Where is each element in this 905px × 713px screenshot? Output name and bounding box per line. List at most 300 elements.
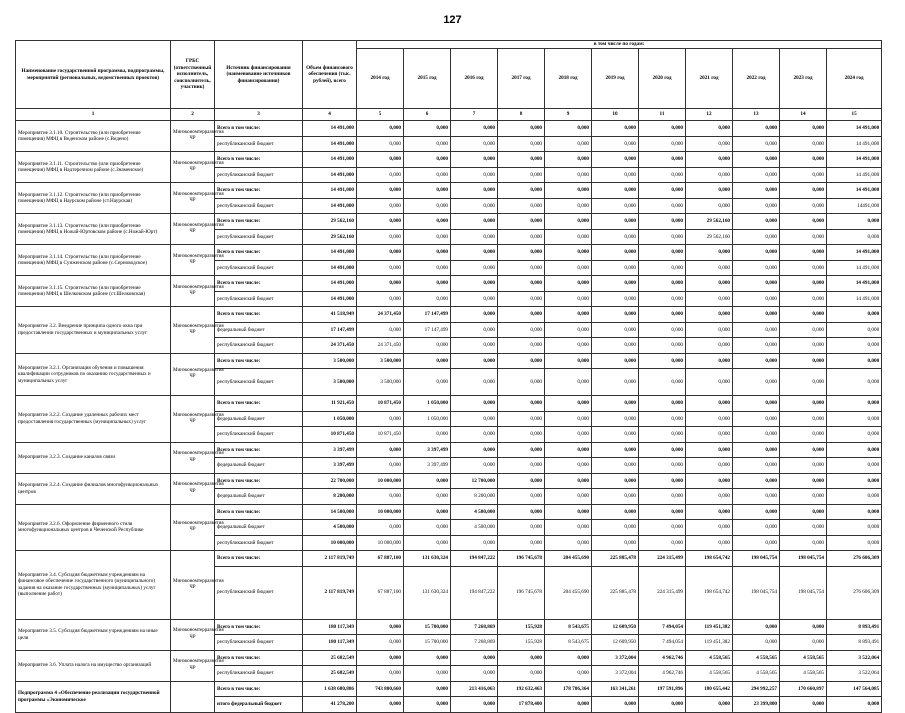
year-amount: 14 491,000 bbox=[827, 291, 882, 307]
year-amount: 0,000 bbox=[733, 214, 780, 230]
year-amount: 0,000 bbox=[639, 121, 686, 137]
header-year: 2022 год bbox=[733, 49, 780, 109]
year-amount: 0,000 bbox=[686, 473, 733, 489]
total-amount: 25 682,549 bbox=[303, 650, 357, 666]
year-amount: 0,000 bbox=[733, 489, 780, 505]
funding-source: республиканский бюджет bbox=[215, 369, 303, 396]
year-amount: 0,000 bbox=[733, 353, 780, 369]
year-amount: 0,000 bbox=[357, 136, 404, 152]
year-amount: 0,000 bbox=[545, 152, 592, 168]
column-number: 15 bbox=[827, 109, 882, 121]
year-amount: 0,000 bbox=[592, 473, 639, 489]
header-total: Объем финансового обеспечения (тыс. рублей), всего bbox=[303, 41, 357, 109]
year-amount: 0,000 bbox=[639, 183, 686, 199]
funding-source: Всего в том числе: bbox=[215, 214, 303, 230]
year-amount: 0,000 bbox=[780, 291, 827, 307]
year-amount: 0,000 bbox=[404, 489, 451, 505]
total-amount: 41 278,200 bbox=[303, 697, 357, 713]
year-amount: 0,000 bbox=[404, 535, 451, 551]
year-amount: 0,000 bbox=[686, 152, 733, 168]
year-amount: 0,000 bbox=[639, 307, 686, 323]
year-amount: 0,000 bbox=[639, 167, 686, 183]
year-amount: 0,000 bbox=[404, 152, 451, 168]
year-amount: 0,000 bbox=[780, 260, 827, 276]
measure-name: Мероприятие 3.2.1. Организация обучения и повышения квалификации сотрудников по оказанию государственных и муниципальных услуг bbox=[16, 353, 171, 396]
table-row bbox=[16, 473, 882, 489]
year-amount: 0,000 bbox=[639, 276, 686, 292]
year-amount: 0,000 bbox=[451, 535, 498, 551]
year-amount: 0,000 bbox=[451, 338, 498, 354]
year-amount: 198 045,754 bbox=[733, 551, 780, 567]
year-amount: 0,000 bbox=[592, 369, 639, 396]
year-amount: 0,000 bbox=[780, 214, 827, 230]
year-amount: 0,000 bbox=[733, 229, 780, 245]
total-amount: 3 500,000 bbox=[303, 353, 357, 369]
total-amount: 14 491,000 bbox=[303, 260, 357, 276]
year-amount: 0,000 bbox=[827, 458, 882, 474]
year-amount: 0,000 bbox=[733, 520, 780, 536]
header-grbs: ГРБС (ответственный исполнитель, соисполнитель, участник) bbox=[171, 41, 215, 109]
year-amount: 24 371,450 bbox=[357, 338, 404, 354]
year-amount: 14 491,000 bbox=[827, 276, 882, 292]
year-amount: 0,000 bbox=[686, 697, 733, 713]
year-amount: 0,000 bbox=[592, 307, 639, 323]
year-amount: 15 700,000 bbox=[404, 619, 451, 635]
year-amount: 0,000 bbox=[498, 458, 545, 474]
funding-source: республиканский бюджет bbox=[215, 198, 303, 214]
year-amount: 0,000 bbox=[780, 136, 827, 152]
year-amount: 0,000 bbox=[357, 121, 404, 137]
year-amount: 0,000 bbox=[451, 666, 498, 682]
table-row bbox=[16, 276, 882, 292]
year-amount: 0,000 bbox=[780, 427, 827, 443]
year-amount: 0,000 bbox=[733, 427, 780, 443]
total-amount: 29 562,160 bbox=[303, 214, 357, 230]
year-amount: 4 962,746 bbox=[639, 666, 686, 682]
grbs-executor: Минэкономтерразвития ЧР bbox=[171, 442, 215, 473]
year-amount: 0,000 bbox=[498, 152, 545, 168]
total-amount: 2 117 819,749 bbox=[303, 566, 357, 619]
grbs-executor: Минэкономтерразвития ЧР bbox=[171, 650, 215, 681]
column-number: 4 bbox=[303, 109, 357, 121]
year-amount: 12 609,950 bbox=[592, 619, 639, 635]
column-number: 10 bbox=[592, 109, 639, 121]
year-amount: 0,000 bbox=[686, 535, 733, 551]
table-row bbox=[16, 551, 882, 567]
funding-source: республиканский бюджет bbox=[215, 260, 303, 276]
table-row bbox=[16, 245, 882, 261]
year-amount: 0,000 bbox=[498, 535, 545, 551]
year-amount: 0,000 bbox=[404, 136, 451, 152]
year-amount: 0,000 bbox=[498, 245, 545, 261]
year-amount: 0,000 bbox=[686, 489, 733, 505]
total-amount: 24 371,450 bbox=[303, 338, 357, 354]
year-amount: 0,000 bbox=[780, 458, 827, 474]
year-amount: 0,000 bbox=[733, 442, 780, 458]
year-amount: 0,000 bbox=[686, 442, 733, 458]
year-amount: 0,000 bbox=[639, 291, 686, 307]
year-amount: 0,000 bbox=[451, 260, 498, 276]
measure-name: Мероприятие 3.1.14. Строительство (или приобретение помещения) МФЦ в Сунженском районе (с.Серноводское) bbox=[16, 245, 171, 276]
header-name: Наименование государственной программы, подпрограммы, мероприятий (региональных, ведомственных проектов) bbox=[16, 41, 171, 109]
year-amount: 3 397,499 bbox=[404, 442, 451, 458]
year-amount: 3 500,000 bbox=[357, 369, 404, 396]
year-amount: 0,000 bbox=[592, 214, 639, 230]
year-amount: 0,000 bbox=[451, 276, 498, 292]
year-amount: 0,000 bbox=[780, 245, 827, 261]
funding-source: республиканский бюджет bbox=[215, 167, 303, 183]
year-amount: 0,000 bbox=[451, 697, 498, 713]
year-amount: 0,000 bbox=[404, 650, 451, 666]
measure-name: Мероприятие 3.1.10. Строительство (или приобретение помещения) МФЦ в Веденском районе (с.Ведено) bbox=[16, 121, 171, 152]
total-amount: 2 117 819,749 bbox=[303, 551, 357, 567]
year-amount: 0,000 bbox=[404, 353, 451, 369]
grbs-executor: Минэкономтерразвития ЧР bbox=[171, 353, 215, 396]
year-amount: 0,000 bbox=[733, 473, 780, 489]
measure-name: Мероприятие 3.1.12. Строительство (или приобретение помещения) МФЦ в Наурском районе (ст.Наурская) bbox=[16, 183, 171, 214]
year-amount: 3 397,499 bbox=[404, 458, 451, 474]
year-amount: 0,000 bbox=[780, 353, 827, 369]
year-amount: 0,000 bbox=[827, 338, 882, 354]
year-amount: 7 268,869 bbox=[451, 635, 498, 651]
grbs-executor: Минэкономтерразвития ЧР bbox=[171, 504, 215, 551]
year-amount: 0,000 bbox=[639, 520, 686, 536]
year-amount: 0,000 bbox=[498, 427, 545, 443]
year-amount: 0,000 bbox=[592, 489, 639, 505]
year-amount: 12 700,000 bbox=[451, 473, 498, 489]
year-amount: 0,000 bbox=[404, 229, 451, 245]
year-amount: 0,000 bbox=[686, 520, 733, 536]
table-row bbox=[16, 681, 882, 697]
table-row bbox=[16, 121, 882, 137]
year-amount: 0,000 bbox=[451, 442, 498, 458]
year-amount: 0,000 bbox=[451, 353, 498, 369]
year-amount: 0,000 bbox=[827, 520, 882, 536]
total-amount: 10 000,000 bbox=[303, 535, 357, 551]
total-amount: 29 562,160 bbox=[303, 229, 357, 245]
year-amount: 0,000 bbox=[498, 489, 545, 505]
column-number: 12 bbox=[686, 109, 733, 121]
year-amount: 163 341,261 bbox=[592, 681, 639, 697]
year-amount: 0,000 bbox=[357, 666, 404, 682]
year-amount: 0,000 bbox=[827, 489, 882, 505]
year-amount: 15 700,000 bbox=[404, 635, 451, 651]
year-amount: 0,000 bbox=[827, 353, 882, 369]
year-amount: 0,000 bbox=[686, 427, 733, 443]
year-amount: 0,000 bbox=[498, 369, 545, 396]
year-amount: 0,000 bbox=[357, 167, 404, 183]
year-amount: 0,000 bbox=[545, 427, 592, 443]
year-amount: 0,000 bbox=[686, 260, 733, 276]
year-amount: 224 315,499 bbox=[639, 566, 686, 619]
year-amount: 0,000 bbox=[357, 214, 404, 230]
year-amount: 0,000 bbox=[498, 442, 545, 458]
year-amount: 0,000 bbox=[404, 681, 451, 697]
year-amount: 0,000 bbox=[686, 353, 733, 369]
year-amount: 0,000 bbox=[404, 338, 451, 354]
year-amount: 17 147,499 bbox=[404, 307, 451, 323]
year-amount: 0,000 bbox=[498, 260, 545, 276]
year-amount: 23 399,800 bbox=[733, 697, 780, 713]
funding-source: федеральный бюджет bbox=[215, 520, 303, 536]
year-amount: 0,000 bbox=[592, 458, 639, 474]
year-amount: 4 558,565 bbox=[733, 650, 780, 666]
column-number: 2 bbox=[171, 109, 215, 121]
year-amount: 0,000 bbox=[498, 322, 545, 338]
year-amount: 0,000 bbox=[451, 198, 498, 214]
year-amount: 0,000 bbox=[827, 322, 882, 338]
year-amount: 0,000 bbox=[733, 322, 780, 338]
year-amount: 0,000 bbox=[357, 520, 404, 536]
year-amount: 0,000 bbox=[545, 198, 592, 214]
year-amount: 0,000 bbox=[639, 535, 686, 551]
column-number: 5 bbox=[357, 109, 404, 121]
year-amount: 0,000 bbox=[451, 427, 498, 443]
grbs-executor: Минэкономтерразвития ЧР bbox=[171, 551, 215, 620]
year-amount: 0,000 bbox=[733, 535, 780, 551]
year-amount: 0,000 bbox=[451, 322, 498, 338]
year-amount: 10 871,450 bbox=[357, 396, 404, 412]
year-amount: 0,000 bbox=[780, 411, 827, 427]
year-amount: 0,000 bbox=[545, 214, 592, 230]
year-amount: 8 543,675 bbox=[545, 619, 592, 635]
year-amount: 7 268,869 bbox=[451, 619, 498, 635]
year-amount: 0,000 bbox=[592, 427, 639, 443]
year-amount: 0,000 bbox=[733, 338, 780, 354]
budget-table bbox=[15, 40, 882, 713]
measure-name: Мероприятие 3.2.6. Оформление фирменного стиля многофункциональных центров в Чеченской Республике bbox=[16, 504, 171, 551]
year-amount: 0,000 bbox=[780, 369, 827, 396]
year-amount: 0,000 bbox=[592, 229, 639, 245]
year-amount: 10 000,000 bbox=[357, 473, 404, 489]
year-amount: 0,000 bbox=[686, 198, 733, 214]
year-amount: 0,000 bbox=[780, 396, 827, 412]
year-amount: 0,000 bbox=[592, 697, 639, 713]
year-amount: 67 887,100 bbox=[357, 551, 404, 567]
year-amount: 0,000 bbox=[498, 121, 545, 137]
year-amount: 0,000 bbox=[686, 276, 733, 292]
year-amount: 0,000 bbox=[545, 121, 592, 137]
total-amount: 180 117,349 bbox=[303, 619, 357, 635]
year-amount: 0,000 bbox=[451, 411, 498, 427]
total-amount: 14 500,000 bbox=[303, 504, 357, 520]
year-amount: 0,000 bbox=[451, 291, 498, 307]
column-number: 9 bbox=[545, 109, 592, 121]
year-amount: 0,000 bbox=[686, 136, 733, 152]
year-amount: 0,000 bbox=[639, 411, 686, 427]
total-amount: 4 500,000 bbox=[303, 520, 357, 536]
year-amount: 178 786,364 bbox=[545, 681, 592, 697]
year-amount: 0,000 bbox=[639, 369, 686, 396]
year-amount: 0,000 bbox=[545, 307, 592, 323]
grbs-executor: Минэкономтерразвития ЧР bbox=[171, 152, 215, 183]
header-year: 2017 год bbox=[498, 49, 545, 109]
funding-source: Всего в том числе: bbox=[215, 442, 303, 458]
year-amount: 0,000 bbox=[592, 245, 639, 261]
total-amount: 41 518,949 bbox=[303, 307, 357, 323]
column-number: 6 bbox=[404, 109, 451, 121]
year-amount: 0,000 bbox=[404, 291, 451, 307]
year-amount: 0,000 bbox=[545, 338, 592, 354]
year-amount: 204 455,690 bbox=[545, 551, 592, 567]
year-amount: 0,000 bbox=[545, 229, 592, 245]
total-amount: 14 491,000 bbox=[303, 276, 357, 292]
year-amount: 213 416,063 bbox=[451, 681, 498, 697]
year-amount: 0,000 bbox=[498, 276, 545, 292]
year-amount: 196 745,678 bbox=[498, 566, 545, 619]
year-amount: 0,000 bbox=[733, 276, 780, 292]
funding-source: Всего в том числе: bbox=[215, 121, 303, 137]
table-row bbox=[16, 619, 882, 635]
total-amount: 14 491,000 bbox=[303, 198, 357, 214]
year-amount: 194 847,222 bbox=[451, 566, 498, 619]
year-amount: 0,000 bbox=[592, 121, 639, 137]
measure-name: Мероприятие 3.2.3. Создание каналов связи bbox=[16, 442, 171, 473]
funding-source: республиканский бюджет bbox=[215, 229, 303, 245]
total-amount: 14 491,000 bbox=[303, 121, 357, 137]
year-amount: 276 606,309 bbox=[827, 551, 882, 567]
year-amount: 0,000 bbox=[592, 276, 639, 292]
total-amount: 3 397,499 bbox=[303, 442, 357, 458]
year-amount: 0,000 bbox=[498, 396, 545, 412]
year-amount: 0,000 bbox=[686, 369, 733, 396]
year-amount: 0,000 bbox=[404, 121, 451, 137]
year-amount: 0,000 bbox=[639, 260, 686, 276]
year-amount: 0,000 bbox=[592, 411, 639, 427]
funding-source: Всего в том числе: bbox=[215, 276, 303, 292]
year-amount: 0,000 bbox=[639, 338, 686, 354]
year-amount: 0,000 bbox=[357, 697, 404, 713]
year-amount: 0,000 bbox=[357, 619, 404, 635]
column-number: 3 bbox=[215, 109, 303, 121]
year-amount: 0,000 bbox=[827, 442, 882, 458]
year-amount: 0,000 bbox=[733, 458, 780, 474]
year-amount: 0,000 bbox=[827, 697, 882, 713]
column-number: 1 bbox=[16, 109, 171, 121]
year-amount: 0,000 bbox=[686, 322, 733, 338]
year-amount: 0,000 bbox=[686, 411, 733, 427]
year-amount: 0,000 bbox=[733, 198, 780, 214]
year-amount: 0,000 bbox=[498, 229, 545, 245]
year-amount: 0,000 bbox=[827, 229, 882, 245]
table-row bbox=[16, 353, 882, 369]
year-amount: 8 893,491 bbox=[827, 619, 882, 635]
year-amount: 198 045,754 bbox=[780, 566, 827, 619]
funding-source: Всего в том числе: bbox=[215, 183, 303, 199]
header-year: 2023 год bbox=[780, 49, 827, 109]
year-amount: 0,000 bbox=[404, 520, 451, 536]
year-amount: 0,000 bbox=[545, 167, 592, 183]
year-amount: 4 558,565 bbox=[686, 650, 733, 666]
year-amount: 0,000 bbox=[404, 473, 451, 489]
year-amount: 0,000 bbox=[592, 520, 639, 536]
year-amount: 0,000 bbox=[545, 473, 592, 489]
year-amount: 0,000 bbox=[357, 650, 404, 666]
year-amount: 0,000 bbox=[357, 322, 404, 338]
funding-source: республиканский бюджет bbox=[215, 427, 303, 443]
total-amount: 10 871,450 bbox=[303, 427, 357, 443]
year-amount: 0,000 bbox=[780, 276, 827, 292]
table-row bbox=[16, 183, 882, 199]
year-amount: 0,000 bbox=[733, 369, 780, 396]
funding-source: федеральный бюджет bbox=[215, 322, 303, 338]
year-amount: 17 878,400 bbox=[498, 697, 545, 713]
year-amount: 0,000 bbox=[592, 152, 639, 168]
year-amount: 0,000 bbox=[639, 458, 686, 474]
year-amount: 0,000 bbox=[357, 411, 404, 427]
table-row bbox=[16, 307, 882, 323]
table-row bbox=[16, 504, 882, 520]
year-amount: 0,000 bbox=[545, 396, 592, 412]
total-amount: 14 491,000 bbox=[303, 136, 357, 152]
year-amount: 0,000 bbox=[404, 214, 451, 230]
column-number: 7 bbox=[451, 109, 498, 121]
year-amount: 1 050,000 bbox=[404, 411, 451, 427]
year-amount: 0,000 bbox=[404, 504, 451, 520]
year-amount: 0,000 bbox=[498, 167, 545, 183]
table-row bbox=[16, 442, 882, 458]
year-amount: 29 562,160 bbox=[686, 214, 733, 230]
year-amount: 155,928 bbox=[498, 635, 545, 651]
year-amount: 8 893,491 bbox=[827, 635, 882, 651]
year-amount: 0,000 bbox=[498, 214, 545, 230]
year-amount: 67 887,100 bbox=[357, 566, 404, 619]
year-amount: 0,000 bbox=[592, 322, 639, 338]
year-amount: 0,000 bbox=[780, 322, 827, 338]
year-amount: 0,000 bbox=[498, 504, 545, 520]
year-amount: 0,000 bbox=[733, 260, 780, 276]
year-amount: 0,000 bbox=[545, 369, 592, 396]
year-amount: 743 800,660 bbox=[357, 681, 404, 697]
year-amount: 0,000 bbox=[404, 245, 451, 261]
year-amount: 0,000 bbox=[498, 520, 545, 536]
column-number: 11 bbox=[639, 109, 686, 121]
year-amount: 24 371,450 bbox=[357, 307, 404, 323]
year-amount: 0,000 bbox=[357, 635, 404, 651]
year-amount: 194 847,222 bbox=[451, 551, 498, 567]
year-amount: 0,000 bbox=[780, 520, 827, 536]
year-amount: 0,000 bbox=[451, 183, 498, 199]
funding-source: республиканский бюджет bbox=[215, 566, 303, 619]
funding-source: республиканский бюджет bbox=[215, 535, 303, 551]
budget-table-sheet bbox=[15, 40, 881, 707]
funding-source: федеральный бюджет bbox=[215, 458, 303, 474]
year-amount: 0,000 bbox=[827, 307, 882, 323]
year-amount: 0,000 bbox=[498, 411, 545, 427]
header-year: 2015 год bbox=[404, 49, 451, 109]
total-amount: 22 700,000 bbox=[303, 473, 357, 489]
funding-source: Всего в том числе: bbox=[215, 152, 303, 168]
year-amount: 0,000 bbox=[733, 291, 780, 307]
year-amount: 0,000 bbox=[545, 650, 592, 666]
year-amount: 0,000 bbox=[545, 260, 592, 276]
year-amount: 0,000 bbox=[451, 229, 498, 245]
funding-source: федеральный бюджет bbox=[215, 489, 303, 505]
year-amount: 0,000 bbox=[592, 338, 639, 354]
year-amount: 0,000 bbox=[451, 307, 498, 323]
year-amount: 0,000 bbox=[639, 214, 686, 230]
year-amount: 14 491,000 bbox=[827, 152, 882, 168]
year-amount: 0,000 bbox=[451, 136, 498, 152]
year-amount: 0,000 bbox=[404, 183, 451, 199]
year-amount: 170 660,897 bbox=[780, 681, 827, 697]
funding-source: Всего в том числе: bbox=[215, 551, 303, 567]
year-amount: 4 558,565 bbox=[780, 666, 827, 682]
funding-source: республиканский бюджет bbox=[215, 291, 303, 307]
year-amount: 0,000 bbox=[733, 121, 780, 137]
year-amount: 0,000 bbox=[733, 167, 780, 183]
year-amount: 10 000,000 bbox=[357, 535, 404, 551]
